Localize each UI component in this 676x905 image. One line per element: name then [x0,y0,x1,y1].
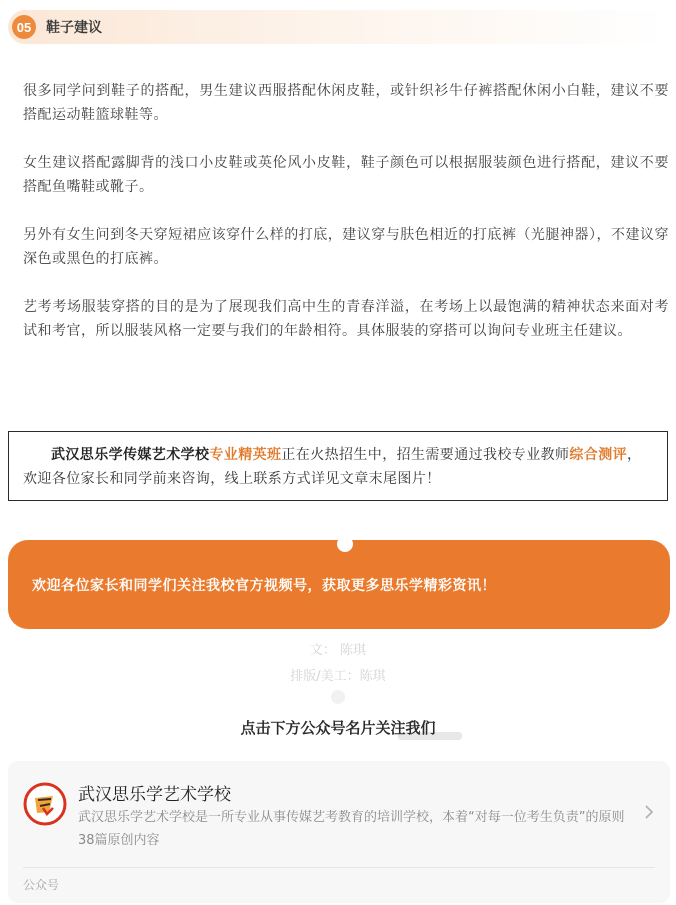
section-title: 鞋子建议 [46,20,102,36]
divider-dot [331,690,345,704]
layout-credit: 排版/美工：陈琪 [290,669,386,684]
account-description: 武汉思乐学艺术学校是一所专业从事传媒艺考教育的培训学校，本着“对每一位考生负责”的原则 [78,810,625,825]
writer-credit: 文： 陈琪 [309,643,367,658]
section-header [8,10,668,44]
follow-prompt: 点击下方公众号名片关注我们 [240,719,436,737]
class-name-highlight: 专业精英班 [209,447,282,463]
school-logo-avatar [23,782,67,826]
school-name: 武汉思乐学传媒艺术学校 [51,447,210,463]
official-account-card[interactable] [8,761,670,903]
chevron-right-icon[interactable] [643,805,655,819]
notice-text-2: ，欢迎各位家长和同学前来咨询，线上联系方式详见文章末尾图片！ [23,447,642,487]
assessment-highlight: 综合测评 [569,447,628,463]
notice-text-1: 正在火热招生中，招生需要通过我校专业教师 [281,447,570,463]
enrollment-notice [8,431,668,501]
follow-video-banner [8,540,670,629]
banner-dot [337,536,353,552]
section-number-badge: 05 [12,15,36,39]
banner-text: 欢迎各位家长和同学们关注我校官方视频号，获取更多思乐学精彩资讯！ [32,577,496,594]
account-name: 武汉思乐学艺术学校 [78,785,231,805]
paragraph-women-shoes: 女生建议搭配露脚背的浅口小皮鞋或英伦风小皮鞋，鞋子颜色可以根据服装颜色进行搭配，建议不要搭配鱼嘴鞋或靴子。 [23,155,669,195]
paragraph-dress-purpose: 艺考考场服装穿搭的目的是为了展现我们高中生的青春洋溢，在考场上以最饱满的精神状态来面对考试和考官，所以服装风格一定要与我们的年龄相符。具体服装的穿搭可以询问专业班主任建议。 [23,299,669,339]
account-type-label: 公众号 [23,878,60,892]
paragraph-men-shoes: 很多同学问到鞋子的搭配，男生建议西服搭配休闲皮鞋，或针织衫牛仔裤搭配休闲小白鞋，建议不要搭配运动鞋篮球鞋等。 [23,83,669,123]
paragraph-winter-tights: 另外有女生问到冬天穿短裙应该穿什么样的打底，建议穿与肤色相近的打底裤（光腿神器），不建议穿深色或黑色的打底裤。 [23,227,669,267]
article-count: 38篇原创内容 [78,833,160,848]
card-divider [23,867,655,868]
